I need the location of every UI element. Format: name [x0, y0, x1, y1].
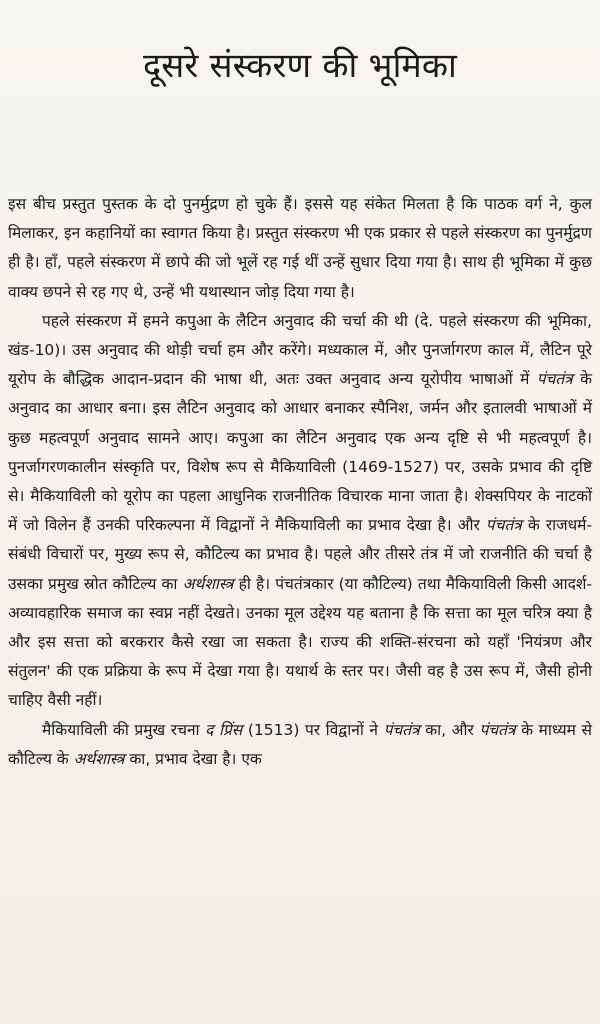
italic-title-panchatantra: पंचतंत्र: [536, 370, 573, 389]
italic-title-arthashastra: अर्थशास्त्र: [182, 574, 234, 593]
paragraph-2-text-2: के अनुवाद का आधार बना। इस लैटिन अनुवाद को आधार बनाकर स्पैनिश, जर्मन और इतालवी भाषाओं में कुछ महत्वपूर्ण अनुवाद सामने आए। कपुआ का लैटिन अनुवाद एक अन्य दृष्टि से भी महत्वपूर्ण है। पुनर्जागरणकालीन संस्कृति पर, विशेष रूप से मैकियाविली (1469-1527) पर, उसके प्रभाव की दृष्टि से। मैकियाविली को यूरोप का पहला आधुनिक राजनीतिक विचारक माना जाता है। शेक्सपियर के नाटकों में जो विलेन हैं उनकी परिकल्पना में विद्वानों ने मैकियाविली का प्रभाव देखा है। और: [8, 370, 592, 535]
italic-title-panchatantra: पंचतंत्र: [485, 516, 522, 535]
paragraph-2-text-3: के राजधर्म-संबंधी विचारों पर, मुख्य रूप से, कौटिल्य का प्रभाव है। पहले और तीसरे तंत्र में जो राजनीति की चर्चा है उसका प्रमुख स्रोत कौटिल्य का: [8, 516, 592, 593]
paragraph-3-text-2: (1513) पर विद्वानों ने: [242, 720, 384, 739]
page-body: [8, 190, 592, 774]
paragraph-2: [8, 307, 592, 716]
italic-title-panchatantra: पंचतंत्र: [479, 720, 516, 739]
paragraph-3-text-5: का, प्रभाव देखा है। एक: [124, 749, 262, 768]
paragraph-3-text-3: का, और: [419, 720, 480, 739]
paragraph-2-text-4: ही है। पंचतंत्रकार (या कौटिल्य) तथा मैकियाविली किसी आदर्श-अव्यावहारिक समाज का स्वप्न नहीं देखते। उनका मूल उद्देश्य यह बताना है कि सत्ता का मूल चरित्र क्या है और इस सत्ता को बरकरार कैसे रखा जा सकता है। राज्य की शक्ति-संरचना को यहाँ 'नियंत्रण और संतुलन' की एक प्रक्रिया के रूप में देखा गया है। यथार्थ के स्तर पर। जैसी वह है उस रूप में, जैसी होनी चाहिए वैसी नहीं।: [8, 574, 593, 710]
paragraph-3-text-1: मैकियाविली की प्रमुख रचना: [42, 720, 206, 739]
paragraph-1: इस बीच प्रस्तुत पुस्तक के दो पुनर्मुद्रण हो चुके हैं। इससे यह संकेत मिलता है कि पाठक वर्ग ने, कुल मिलाकर, इन कहानियों का स्वागत किया है। प्रस्तुत संस्करण भी एक प्रकार से पहले संस्करण का पुनर्मुद्रण ही है। हाँ, पहले संस्करण में छापे की जो भूलें रह गई थीं उन्हें सुधार दिया गया है। साथ ही भूमिका में कुछ वाक्य छपने से रह गए थे, उन्हें भी यथास्थान जोड़ दिया गया है।: [8, 195, 592, 301]
italic-title-the-prince: द प्रिंस: [205, 720, 243, 739]
paragraph-2-text-1: पहले संस्करण में हमने कपुआ के लैटिन अनुवाद की चर्चा की थी (दे. पहले संस्करण की भूमिका, खंड-10)। उस अनुवाद की थोड़ी चर्चा हम और करेंगे। मध्यकाल में, और पुनर्जागरण काल में, लैटिन पूरे यूरोप के बौद्धिक आदान-प्रदान की भाषा थी, अतः उक्त अनुवाद अन्य यूरोपीय भाषाओं में: [8, 311, 592, 389]
paragraph-3: [8, 716, 592, 774]
paragraph-3-text-4: के माध्यम से कौटिल्य के: [8, 720, 592, 768]
page-title: दूसरे संस्करण की भूमिका: [142, 46, 458, 86]
italic-title-arthashastra: अर्थशास्त्र: [73, 749, 125, 768]
italic-title-panchatantra: पंचतंत्र: [383, 720, 420, 739]
